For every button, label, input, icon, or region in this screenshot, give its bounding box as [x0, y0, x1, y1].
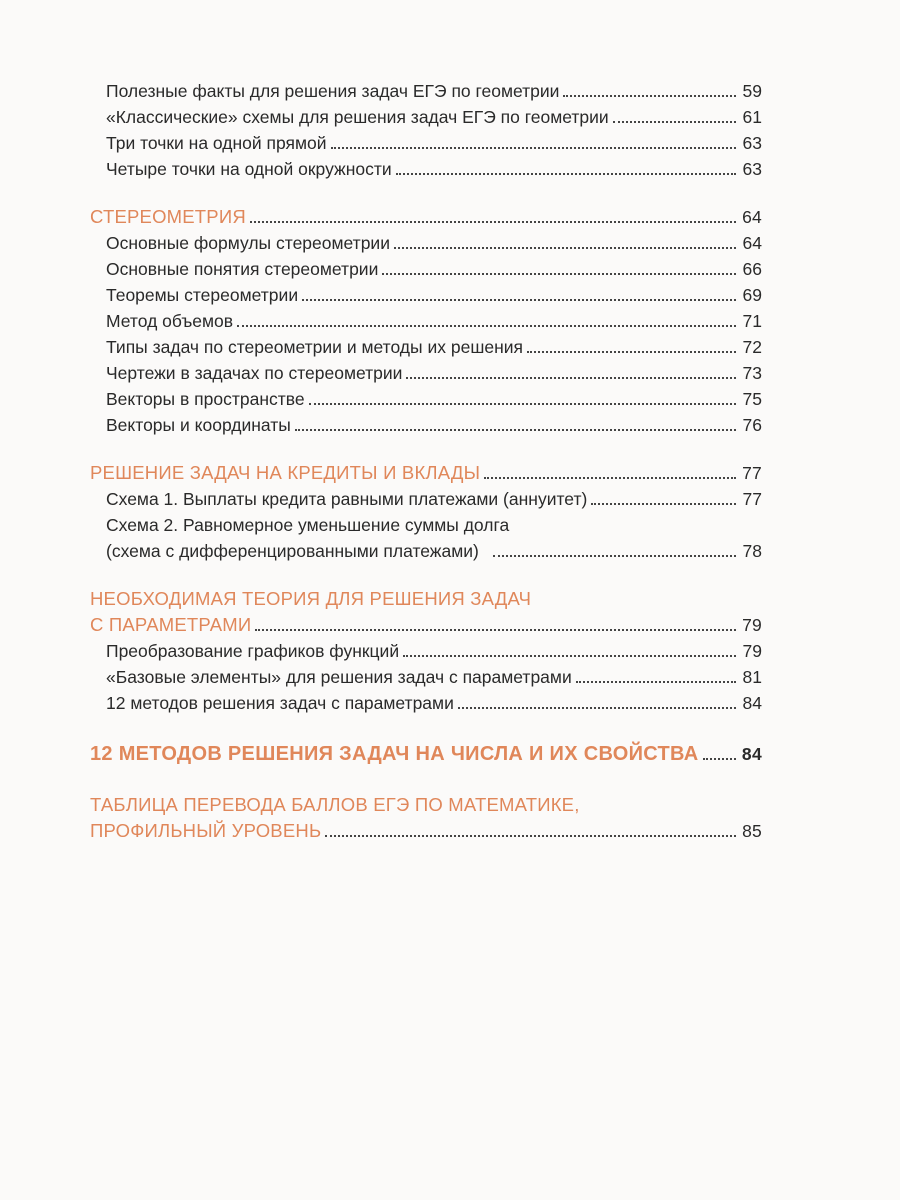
- toc-entry-page: 61: [742, 107, 762, 127]
- toc-entry: [90, 538, 762, 564]
- toc-entry-page: 75: [742, 389, 762, 409]
- section-title: С ПАРАМЕТРАМИ: [90, 614, 252, 635]
- toc-entry-page: 66: [742, 259, 762, 279]
- dot-leader: [613, 121, 736, 123]
- toc-entry: [90, 104, 762, 130]
- toc-entry-title: Чертежи в задачах по стереометрии: [106, 363, 403, 383]
- dot-leader: [255, 629, 736, 631]
- toc-section-credits: [90, 460, 762, 486]
- toc-entry-page: 79: [742, 641, 762, 661]
- toc-entry: [90, 486, 762, 512]
- toc-entry-title: Теоремы стереометрии: [106, 285, 299, 305]
- section-title-line: ТАБЛИЦА ПЕРЕВОДА БАЛЛОВ ЕГЭ ПО МАТЕМАТИКЕ,: [90, 794, 580, 815]
- section-page: 77: [742, 463, 762, 483]
- toc-entry-page: 84: [742, 693, 762, 713]
- dot-leader: [382, 273, 736, 275]
- toc-entry-page: 76: [742, 415, 762, 435]
- toc-entry: [90, 412, 762, 438]
- toc-entry: [90, 664, 762, 690]
- section-page: 85: [742, 821, 762, 841]
- section-page: 64: [742, 207, 762, 227]
- toc-entry: [90, 256, 762, 282]
- toc-entry-title: Основные понятия стереометрии: [106, 259, 379, 279]
- section-title: 12 МЕТОДОВ РЕШЕНИЯ ЗАДАЧ НА ЧИСЛА И ИХ СВОЙСТВА: [90, 743, 699, 765]
- dot-leader: [237, 325, 736, 327]
- section-title: СТЕРЕОМЕТРИЯ: [90, 206, 246, 227]
- dot-leader: [302, 299, 736, 301]
- toc-entry-page: 63: [742, 133, 762, 153]
- section-title-line: НЕОБХОДИМАЯ ТЕОРИЯ ДЛЯ РЕШЕНИЯ ЗАДАЧ: [90, 588, 532, 609]
- section-title: ПРОФИЛЬНЫЙ УРОВЕНЬ: [90, 820, 322, 841]
- dot-leader: [295, 429, 736, 431]
- toc-entry: [90, 282, 762, 308]
- dot-leader: [403, 655, 736, 657]
- toc-entry-title: Полезные факты для решения задач ЕГЭ по геометрии: [106, 81, 560, 101]
- toc-entry-title: Четыре точки на одной окружности: [106, 159, 392, 179]
- toc-entry-page: 69: [742, 285, 762, 305]
- toc-entry: [90, 334, 762, 360]
- dot-leader: [394, 247, 736, 249]
- table-of-contents: [90, 78, 762, 844]
- toc-entry-page: 64: [742, 233, 762, 253]
- toc-entry-title: Метод объемов: [106, 311, 234, 331]
- dot-leader: [563, 95, 736, 97]
- toc-entry-page: 78: [742, 541, 762, 561]
- toc-entry-title: Типы задач по стереометрии и методы их решения: [106, 337, 524, 357]
- toc-section-table: [90, 818, 762, 844]
- toc-entry-page: 59: [742, 81, 762, 101]
- toc-entry: [90, 130, 762, 156]
- toc-entry-title: 12 методов решения задач с параметрами: [106, 693, 454, 713]
- toc-section-stereometry: [90, 204, 762, 230]
- dot-leader: [527, 351, 736, 353]
- section-title: РЕШЕНИЕ ЗАДАЧ НА КРЕДИТЫ И ВКЛАДЫ: [90, 462, 481, 483]
- toc-entry-title: Преобразование графиков функций: [106, 641, 400, 661]
- toc-entry-title: Три точки на одной прямой: [106, 133, 327, 153]
- dot-leader: [406, 377, 736, 379]
- toc-entry: [90, 638, 762, 664]
- dot-leader: [703, 758, 736, 760]
- dot-leader: [576, 681, 736, 683]
- toc-entry-page: 81: [742, 667, 762, 687]
- dot-leader: [396, 173, 736, 175]
- toc-entry: [90, 78, 762, 104]
- section-page: 84: [741, 744, 762, 764]
- dot-leader: [331, 147, 736, 149]
- toc-entry-page: 73: [742, 363, 762, 383]
- dot-leader: [484, 477, 736, 479]
- toc-entry-title: «Классические» схемы для решения задач ЕГЭ по геометрии: [106, 107, 609, 127]
- toc-entry-title: Векторы и координаты: [106, 415, 291, 435]
- toc-entry: [90, 360, 762, 386]
- toc-entry-title-line: Схема 2. Равномерное уменьшение суммы долга: [106, 515, 510, 535]
- section-page: 79: [742, 615, 762, 635]
- toc-entry-page: 63: [742, 159, 762, 179]
- toc-entry-title: Основные формулы стереометрии: [106, 233, 390, 253]
- dot-leader: [250, 221, 736, 223]
- dot-leader: [591, 503, 736, 505]
- toc-entry-page: 71: [742, 311, 762, 331]
- toc-entry: [90, 690, 762, 716]
- toc-entry-title: (схема с дифференцированными платежами): [106, 541, 479, 561]
- toc-section-parameters: [90, 612, 762, 638]
- toc-section-numbers: [90, 741, 762, 767]
- toc-entry-page: 72: [742, 337, 762, 357]
- toc-entry: [90, 386, 762, 412]
- dot-leader: [325, 835, 736, 837]
- toc-entry: [90, 156, 762, 182]
- toc-entry: [90, 230, 762, 256]
- dot-leader: [309, 403, 736, 405]
- dot-leader: [458, 707, 736, 709]
- toc-entry-page: 77: [742, 489, 762, 509]
- toc-entry-title: Схема 1. Выплаты кредита равными платежами (аннуитет): [106, 489, 588, 509]
- toc-entry: [90, 308, 762, 334]
- toc-entry-title: Векторы в пространстве: [106, 389, 305, 409]
- toc-entry-title: «Базовые элементы» для решения задач с параметрами: [106, 667, 572, 687]
- dot-leader: [493, 555, 736, 557]
